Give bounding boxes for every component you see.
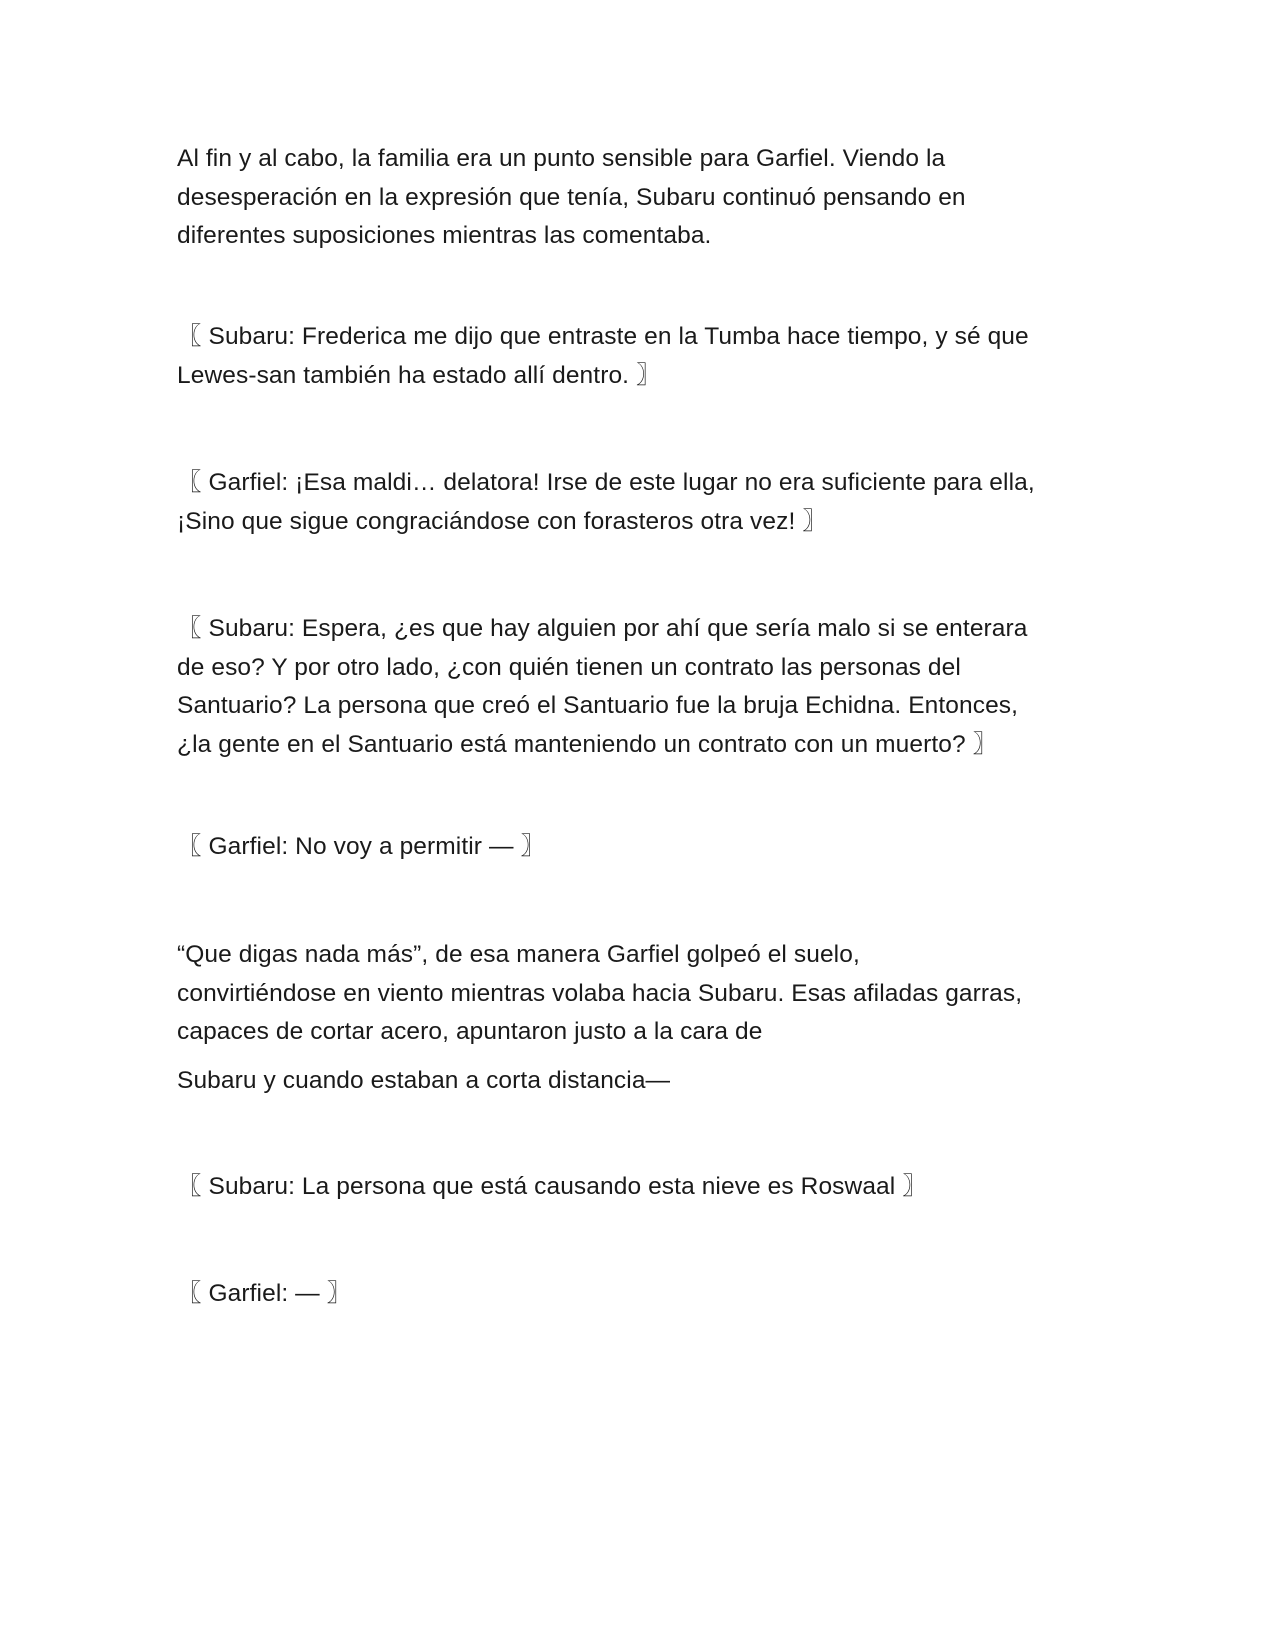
narration-paragraph-1: Al fin y al cabo, la familia era un punto sensible para Garfiel. Viendo la desesperación en la expresión que tenía, Subaru continuó pensando en diferentes suposiciones mientras las comentaba.: [177, 145, 966, 249]
dialogue-subaru-frederica: 〖 Subaru: Frederica me dijo que entraste en la Tumba hace tiempo, y sé que Lewes-san también ha estado allí dentro. 〗: [177, 323, 1029, 389]
dialogue-garfiel-silence: 〖 Garfiel: — 〗: [177, 1280, 352, 1307]
dialogue-subaru-roswaal: 〖 Subaru: La persona que está causando esta nieve es Roswaal 〗: [177, 1173, 927, 1200]
dialogue-garfiel-delatora: 〖 Garfiel: ¡Esa maldi… delatora! Irse de este lugar no era suficiente para ella, ¡Sino que sigue congraciándose con forasteros otra vez! 〗: [177, 469, 1035, 535]
narration-paragraph-attack: “Que digas nada más”, de esa manera Garfiel golpeó el suelo, convirtiéndose en viento mientras volaba hacia Subaru. Esas afiladas garras, capaces de cortar acero, apuntaron justo a la cara de: [177, 941, 1023, 1045]
dialogue-subaru-contrato: 〖 Subaru: Espera, ¿es que hay alguien por ahí que sería malo si se enterara de eso? Y por otro lado, ¿con quién tienen un contrato las personas del Santuario? La persona que creó el Santuario fue la bruja Echidna. Entonces, ¿la gente en el Santuario está manteniendo un contrato con un muerto? 〗: [177, 615, 1028, 758]
narration-paragraph-distance: Subaru y cuando estaban a corta distancia—: [177, 1067, 671, 1094]
dialogue-garfiel-permitir: 〖 Garfiel: No voy a permitir — 〗: [177, 833, 546, 860]
